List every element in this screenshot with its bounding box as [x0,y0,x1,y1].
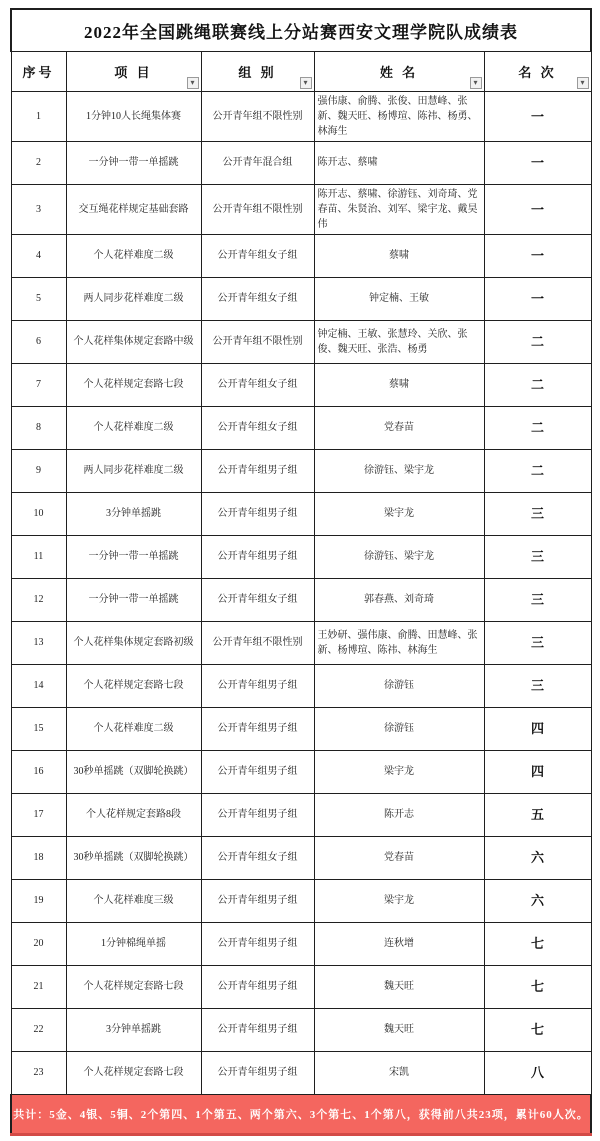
cell-names: 陈开志、蔡啸 [314,141,484,184]
cell-names: 梁宇龙 [314,750,484,793]
cell-group: 公开青年组男子组 [201,449,314,492]
cell-seq: 10 [11,492,66,535]
header-names [314,51,484,91]
cell-names: 郭春燕、刘奇琦 [314,578,484,621]
cell-seq: 3 [11,184,66,234]
cell-event: 3分钟单摇跳 [66,1008,201,1051]
cell-group: 公开青年组男子组 [201,750,314,793]
table-row [11,141,591,184]
cell-rank: 七 [484,965,591,1008]
cell-rank: 一 [484,234,591,277]
cell-group: 公开青年组女子组 [201,363,314,406]
cell-group: 公开青年组男子组 [201,492,314,535]
table-row [11,363,591,406]
cell-event: 30秒单摇跳（双脚轮换跳） [66,750,201,793]
cell-event: 个人花样难度二级 [66,406,201,449]
cell-rank: 四 [484,707,591,750]
table-row [11,449,591,492]
cell-rank: 三 [484,621,591,664]
cell-seq: 15 [11,707,66,750]
cell-group: 公开青年组男子组 [201,664,314,707]
cell-names: 陈开志、蔡啸、徐游钰、刘奇琦、党春苗、朱贤治、刘军、梁宇龙、戴昊伟 [314,184,484,234]
cell-rank: 三 [484,664,591,707]
table-row [11,492,591,535]
table-row [11,1008,591,1051]
cell-group: 公开青年组男子组 [201,879,314,922]
cell-seq: 4 [11,234,66,277]
cell-seq: 2 [11,141,66,184]
filter-dropdown-icon[interactable]: ▾ [470,77,482,89]
cell-event: 个人花样集体规定套路中级 [66,320,201,363]
cell-event: 个人花样难度三级 [66,879,201,922]
cell-names: 徐游钰、梁宇龙 [314,449,484,492]
results-table-body [11,91,591,1094]
cell-group: 公开青年组男子组 [201,1051,314,1094]
cell-rank: 七 [484,922,591,965]
cell-event: 个人花样规定套路七段 [66,1051,201,1094]
cell-seq: 5 [11,277,66,320]
table-row [11,750,591,793]
cell-rank: 一 [484,277,591,320]
cell-group: 公开青年组男子组 [201,707,314,750]
title-row [11,9,591,51]
table-row [11,1051,591,1094]
table-row [11,184,591,234]
cell-group: 公开青年组女子组 [201,578,314,621]
filter-dropdown-icon[interactable]: ▾ [577,77,589,89]
page-title: 2022年全国跳绳联赛线上分站赛西安文理学院队成绩表 [11,9,591,51]
cell-seq: 7 [11,363,66,406]
cell-names: 徐游钰 [314,664,484,707]
cell-names: 徐游钰 [314,707,484,750]
header-rank-label: 名 次 [518,64,557,80]
header-seq-label: 序号 [22,64,55,80]
table-row [11,535,591,578]
table-row [11,922,591,965]
cell-group: 公开青年组女子组 [201,406,314,449]
cell-rank: 七 [484,1008,591,1051]
cell-rank: 六 [484,879,591,922]
table-row [11,707,591,750]
filter-dropdown-icon[interactable]: ▾ [300,77,312,89]
cell-group: 公开青年组男子组 [201,1008,314,1051]
cell-group: 公开青年组女子组 [201,234,314,277]
cell-rank: 三 [484,492,591,535]
cell-event: 1分钟棉绳单摇 [66,922,201,965]
cell-group: 公开青年组男子组 [201,535,314,578]
table-row [11,965,591,1008]
cell-seq: 20 [11,922,66,965]
cell-rank: 二 [484,320,591,363]
cell-seq: 17 [11,793,66,836]
cell-event: 两人同步花样难度二级 [66,277,201,320]
summary-banner: 共计：5金、4银、5铜、2个第四、1个第五、两个第六、3个第七、1个第八，获得前八共23项，累计60人次。 [11,1094,591,1134]
cell-event: 1分钟10人长绳集体赛 [66,91,201,141]
cell-event: 两人同步花样难度二级 [66,449,201,492]
cell-group: 公开青年组不限性别 [201,184,314,234]
table-row [11,793,591,836]
cell-group: 公开青年组女子组 [201,277,314,320]
header-event-label: 项 目 [114,64,153,80]
cell-event: 3分钟单摇跳 [66,492,201,535]
cell-event: 30秒单摇跳（双脚轮换跳） [66,836,201,879]
cell-rank: 四 [484,750,591,793]
cell-event: 一分钟一带一单摇跳 [66,141,201,184]
cell-rank: 六 [484,836,591,879]
cell-names: 党春苗 [314,836,484,879]
cell-rank: 一 [484,184,591,234]
header-names-label: 姓 名 [379,64,419,80]
cell-group: 公开青年组男子组 [201,922,314,965]
results-table [10,8,592,1136]
cell-names: 王妙研、强伟康、俞腾、田慧峰、张新、杨博瑄、陈祎、林海生 [314,621,484,664]
cell-event: 个人花样难度二级 [66,707,201,750]
header-rank [484,51,591,91]
table-row [11,621,591,664]
table-row [11,664,591,707]
cell-seq: 22 [11,1008,66,1051]
cell-seq: 13 [11,621,66,664]
cell-group: 公开青年组女子组 [201,836,314,879]
cell-seq: 18 [11,836,66,879]
table-row [11,879,591,922]
cell-names: 梁宇龙 [314,492,484,535]
cell-seq: 12 [11,578,66,621]
cell-group: 公开青年混合组 [201,141,314,184]
cell-group: 公开青年组不限性别 [201,621,314,664]
cell-names: 宋凯 [314,1051,484,1094]
cell-names: 魏天旺 [314,965,484,1008]
cell-event: 交互绳花样规定基础套路 [66,184,201,234]
cell-group: 公开青年组不限性别 [201,91,314,141]
cell-names: 连秋增 [314,922,484,965]
cell-names: 梁宇龙 [314,879,484,922]
header-seq [11,51,66,91]
header-group [201,51,314,91]
table-row [11,406,591,449]
table-row [11,277,591,320]
cell-rank: 三 [484,578,591,621]
table-row [11,836,591,879]
cell-names: 徐游钰、梁宇龙 [314,535,484,578]
cell-seq: 8 [11,406,66,449]
cell-seq: 11 [11,535,66,578]
header-group-label: 组 别 [238,64,277,80]
cell-seq: 1 [11,91,66,141]
cell-event: 个人花样难度二级 [66,234,201,277]
cell-seq: 14 [11,664,66,707]
cell-seq: 9 [11,449,66,492]
cell-event: 一分钟一带一单摇跳 [66,535,201,578]
cell-group: 公开青年组不限性别 [201,320,314,363]
cell-seq: 23 [11,1051,66,1094]
table-row [11,320,591,363]
cell-event: 个人花样集体规定套路初级 [66,621,201,664]
cell-names: 党春苗 [314,406,484,449]
cell-seq: 6 [11,320,66,363]
table-row [11,91,591,141]
summary-row [11,1094,591,1134]
cell-group: 公开青年组男子组 [201,965,314,1008]
cell-event: 个人花样规定套路七段 [66,664,201,707]
cell-rank: 一 [484,91,591,141]
cell-rank: 二 [484,406,591,449]
cell-event: 个人花样规定套路七段 [66,965,201,1008]
table-row [11,234,591,277]
cell-names: 魏天旺 [314,1008,484,1051]
cell-seq: 16 [11,750,66,793]
cell-names: 钟定楠、王敏、张慧玲、关欣、张俊、魏天旺、张浩、杨勇 [314,320,484,363]
cell-rank: 五 [484,793,591,836]
cell-rank: 二 [484,449,591,492]
header-event [66,51,201,91]
cell-rank: 一 [484,141,591,184]
cell-rank: 三 [484,535,591,578]
cell-event: 个人花样规定套路七段 [66,363,201,406]
cell-names: 蔡啸 [314,363,484,406]
table-row [11,578,591,621]
cell-names: 钟定楠、王敏 [314,277,484,320]
cell-rank: 二 [484,363,591,406]
cell-event: 个人花样规定套路8段 [66,793,201,836]
cell-group: 公开青年组男子组 [201,793,314,836]
filter-dropdown-icon[interactable]: ▾ [187,77,199,89]
cell-names: 强伟康、俞腾、张俊、田慧峰、张新、魏天旺、杨博瑄、陈祎、杨勇、林海生 [314,91,484,141]
cell-rank: 八 [484,1051,591,1094]
table-header-row [11,51,591,91]
cell-event: 一分钟一带一单摇跳 [66,578,201,621]
cell-seq: 21 [11,965,66,1008]
cell-names: 陈开志 [314,793,484,836]
cell-seq: 19 [11,879,66,922]
cell-names: 蔡啸 [314,234,484,277]
